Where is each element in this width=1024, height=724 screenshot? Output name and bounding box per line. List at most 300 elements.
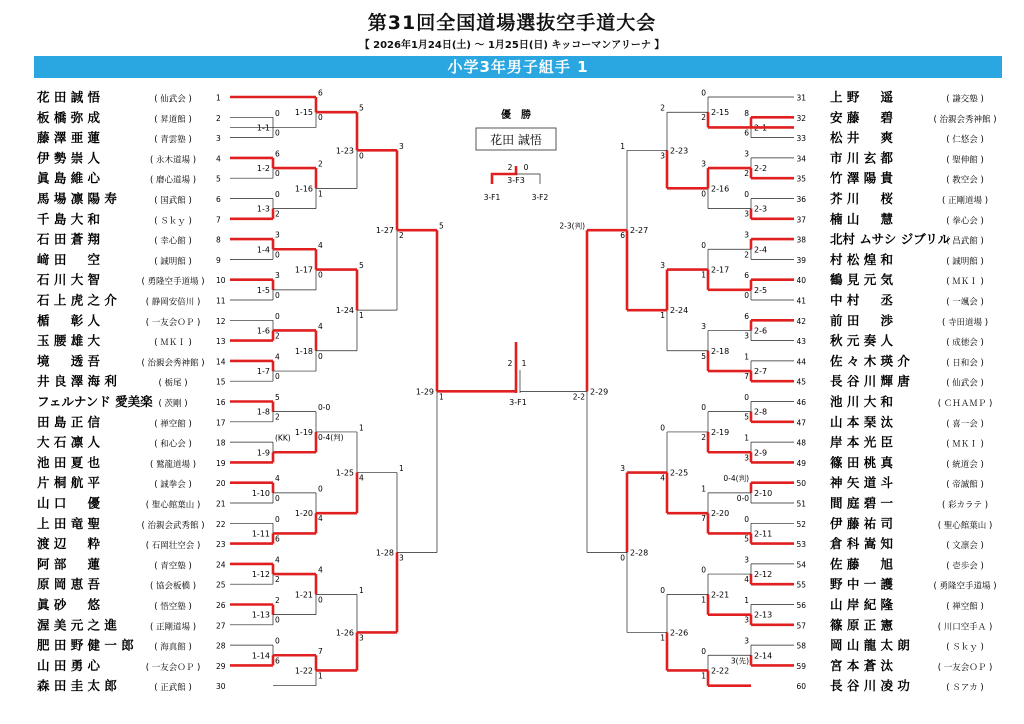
match-score: 0-4(判) — [318, 432, 344, 442]
player-club: ( 聖心館葉山 ) — [937, 520, 993, 531]
match-score: 4 — [318, 321, 323, 331]
match-score: 1 — [318, 671, 323, 681]
match-score: 3 — [399, 141, 404, 151]
winner-name: 花田 誠悟 — [490, 133, 542, 147]
player-name: 神 矢 道 斗 — [830, 475, 894, 491]
match-label: 2-9 — [754, 448, 768, 458]
match-score: 0 — [275, 636, 280, 646]
match-score: 6 — [620, 231, 625, 241]
match-label: 1-25 — [335, 468, 354, 478]
player-club: ( Ｓｋｙ ) — [154, 216, 192, 227]
match-score: 0-0 — [318, 403, 331, 413]
match-label: 1-1 — [256, 123, 270, 133]
match-score: 3 — [359, 633, 364, 643]
player-name: 井 良 澤 海 利 — [37, 373, 117, 389]
match-label: 1-23 — [335, 146, 354, 156]
match-score: 6 — [275, 656, 280, 666]
player-name: 楯 彰 人 — [37, 312, 101, 328]
match-score: 6 — [744, 128, 749, 138]
player-club: ( 永木道場 ) — [149, 155, 197, 166]
player-number: 48 — [796, 438, 806, 448]
match-label: 1-9 — [256, 448, 270, 458]
match-score: 3 — [275, 230, 280, 240]
match-score: 3 — [660, 261, 665, 271]
match-score: 6 — [744, 311, 749, 321]
match-score: 0 — [744, 393, 749, 402]
third-place-label: 3-F3 — [507, 176, 525, 185]
match-score: 3(先) — [730, 656, 749, 666]
match-label: 1-13 — [251, 610, 270, 620]
player-number: 8 — [216, 235, 221, 245]
player-club: ( 幸心館 ) — [154, 236, 192, 247]
match-label: 2-25 — [670, 468, 689, 478]
player-name: 竹 澤 陽 貴 — [830, 170, 894, 186]
player-number: 58 — [796, 641, 806, 651]
match-label: 2-14 — [754, 651, 773, 661]
player-club: ( 川口空手Ａ ) — [937, 622, 993, 633]
player-name: 森 田 圭 太 郎 — [37, 678, 117, 694]
match-score: 3 — [744, 209, 749, 219]
player-name: 中 村 丞 — [830, 292, 894, 308]
player-name: 前 田 渉 — [830, 312, 894, 328]
match-label: 2-11 — [754, 529, 773, 539]
match-score: (KK) — [275, 433, 291, 443]
player-name: 宮 本 蒼 汰 — [830, 657, 894, 673]
player-club: ( 成徳会 ) — [946, 338, 984, 349]
player-name: 田 島 正 信 — [37, 414, 101, 430]
player-name: 山 田 勇 心 — [37, 657, 101, 673]
match-score: 2 — [399, 231, 404, 241]
player-number: 53 — [796, 540, 806, 550]
match-score: 0 — [275, 128, 280, 138]
match-score: 2 — [660, 103, 665, 113]
match-score: 0-4(判) — [723, 474, 749, 484]
player-number: 31 — [796, 93, 806, 103]
player-name: 花 田 誠 悟 — [37, 89, 101, 105]
match-score: 5 — [744, 534, 749, 544]
division-banner: 小学3年男子組手 1 — [34, 56, 1002, 78]
match-label: 2-10 — [754, 488, 773, 498]
match-score: 0 — [744, 514, 749, 524]
player-number: 52 — [796, 519, 806, 529]
player-name: 石 田 蒼 翔 — [37, 231, 101, 247]
player-name: 山 口 優 — [37, 495, 101, 511]
player-club: ( 海真館 ) — [154, 642, 192, 653]
match-score: 2 — [275, 331, 280, 341]
player-name: 眞 砂 悠 — [37, 597, 101, 612]
player-number: 2 — [216, 113, 221, 123]
third-place-feed: 3-F1 — [483, 193, 501, 202]
match-score: 0 — [318, 270, 323, 280]
player-number: 36 — [796, 195, 806, 204]
match-label: 1-28 — [375, 548, 394, 558]
match-score: 0 — [660, 423, 665, 433]
player-club: ( 治親会武秀館 ) — [141, 520, 205, 531]
match-score: 4 — [359, 473, 364, 483]
match-score: 5 — [439, 221, 444, 231]
player-club: ( 青空塾 ) — [154, 561, 192, 572]
player-club: ( 仙武会 ) — [946, 378, 984, 389]
match-score: 1 — [359, 423, 364, 433]
final-match-label: 3-F1 — [509, 398, 527, 407]
player-club: ( 石岡壮空会 ) — [145, 541, 201, 552]
match-score: 7 — [701, 514, 706, 524]
player-number: 24 — [216, 560, 226, 570]
match-score: 5 — [275, 393, 280, 402]
player-name: 村 松 煌 和 — [830, 251, 894, 267]
match-score: 4 — [744, 575, 749, 585]
player-club: ( ＣＨＡＭＰ ) — [937, 399, 993, 409]
player-number: 38 — [796, 235, 806, 245]
match-score: 0 — [701, 240, 706, 250]
match-label: 1-21 — [294, 590, 313, 600]
player-name: 板 橋 弥 成 — [37, 109, 101, 125]
match-label: 2-8 — [754, 407, 768, 417]
player-number: 28 — [216, 641, 226, 651]
player-club: ( 悟空塾 ) — [154, 602, 192, 612]
player-club: ( 昌武館 ) — [946, 236, 984, 247]
player-number: 45 — [796, 377, 806, 387]
match-score: 0 — [275, 493, 280, 503]
match-score: 4 — [660, 473, 665, 483]
match-score: 1 — [744, 433, 749, 443]
player-name: 渡 辺 粋 — [37, 536, 101, 552]
match-score: 0 — [275, 290, 280, 300]
player-club: ( 誠明館 ) — [154, 256, 192, 267]
player-name: 岡 山 龍 太 朗 — [830, 637, 910, 653]
match-label: 2-24 — [670, 306, 689, 316]
match-label: 2-26 — [670, 628, 689, 638]
player-name: 安 藤 碧 — [830, 109, 894, 125]
player-club: ( 昇道館 ) — [154, 114, 192, 125]
match-score: 1 — [399, 464, 404, 474]
player-club: ( 治親会秀神館 ) — [933, 114, 997, 125]
player-number: 35 — [796, 174, 806, 184]
player-name: 玉 腰 雄 大 — [37, 333, 101, 349]
player-name: 池 田 夏 也 — [37, 454, 101, 470]
match-score: 0 — [701, 646, 706, 656]
player-number: 23 — [216, 540, 226, 550]
player-name: 﨑 田 空 — [37, 251, 101, 267]
match-score: 6 — [318, 88, 323, 98]
player-club: ( 文凛会 ) — [946, 541, 984, 552]
player-name: 藤 澤 亜 蓮 — [37, 130, 101, 146]
match-score: 0 — [701, 88, 706, 98]
match-score: 1 — [660, 633, 665, 643]
match-score: 1 — [660, 311, 665, 321]
match-score: 2 — [744, 169, 749, 179]
match-label: 1-5 — [256, 285, 270, 295]
match-score: 5 — [359, 261, 364, 271]
match-score: 1 — [701, 595, 706, 605]
player-name: 市 川 玄 都 — [830, 150, 894, 166]
player-name: 阿 部 蓮 — [37, 556, 101, 572]
player-club: ( 誠明館 ) — [946, 256, 984, 267]
player-club: ( 正剛道場 ) — [941, 196, 989, 206]
player-number: 34 — [796, 154, 806, 164]
match-label: 2-12 — [754, 570, 773, 580]
event-subtitle: 【 2026年1月24日(土) ～ 1月25日(日) キッコーマンアリーナ 】 — [359, 40, 665, 51]
match-score: 2 — [744, 250, 749, 260]
player-club: ( ＭＫＩ ) — [946, 439, 984, 450]
player-club: ( 和心会 ) — [154, 439, 192, 450]
player-club: ( 仁悠会 ) — [946, 135, 984, 146]
match-label: 2-13 — [754, 610, 773, 620]
player-club: ( 統道会 ) — [946, 459, 984, 470]
match-score: 0 — [620, 553, 625, 563]
match-label: 2-17 — [711, 265, 730, 275]
player-name: 秋 元 奏 人 — [830, 333, 894, 349]
match-score: 2 — [701, 113, 706, 123]
match-score: 2 — [275, 412, 280, 422]
match-label: 1-27 — [375, 226, 394, 236]
match-score: 4 — [275, 555, 280, 565]
player-number: 43 — [796, 337, 806, 347]
player-number: 26 — [216, 601, 226, 610]
third-place-score: 0 — [523, 163, 529, 172]
player-name: 松 井 爽 — [830, 130, 894, 146]
match-label: 2-16 — [711, 184, 730, 194]
match-label: 1-10 — [251, 488, 270, 498]
player-club: ( 磨心道場 ) — [149, 175, 197, 186]
player-number: 46 — [796, 398, 806, 407]
player-number: 1 — [216, 93, 221, 103]
match-score: 2 — [318, 159, 323, 169]
player-number: 18 — [216, 438, 226, 448]
player-name: 上 田 竜 聖 — [37, 515, 101, 531]
match-score: 0 — [359, 151, 364, 161]
match-label: 2-21 — [711, 590, 730, 600]
match-label: 2-22 — [711, 666, 730, 676]
match-score: 0 — [275, 190, 280, 199]
player-number: 41 — [796, 296, 806, 306]
match-score: 1 — [701, 484, 706, 494]
match-score: 2 — [275, 209, 280, 219]
player-number: 44 — [796, 357, 806, 367]
match-label: 1-15 — [294, 108, 313, 118]
player-club: ( 青雲塾 ) — [154, 135, 192, 146]
match-score: 4 — [318, 514, 323, 524]
match-score: 0 — [275, 372, 280, 382]
player-club: ( 彩カラテ ) — [941, 500, 989, 511]
player-name: 岸 本 光 臣 — [830, 434, 894, 450]
match-label: 2-4 — [754, 245, 768, 255]
player-club: ( 仙武会 ) — [154, 94, 192, 105]
player-number: 25 — [216, 580, 226, 590]
player-number: 3 — [216, 134, 221, 144]
match-label: 1-14 — [251, 651, 270, 661]
match-score: 0 — [275, 108, 280, 118]
match-score: 3 — [744, 331, 749, 341]
player-number: 16 — [216, 398, 226, 407]
match-score: 0 — [275, 514, 280, 524]
match-score: 1 — [744, 596, 749, 605]
final-score: 2 — [507, 359, 513, 368]
player-name: 上 野 遥 — [830, 89, 894, 105]
player-number: 11 — [216, 296, 226, 306]
match-label: 2-28 — [630, 548, 649, 558]
match-score: 0 — [701, 565, 706, 575]
match-label: 1-8 — [256, 407, 270, 417]
match-label: 2-7 — [754, 367, 768, 377]
winner-label: 優 勝 — [501, 110, 531, 121]
player-number: 9 — [216, 255, 221, 265]
player-club: ( 一友会ＯＰ ) — [145, 662, 201, 673]
player-name: 馬 場 凛 陽 寿 — [37, 191, 117, 206]
match-label: 1-11 — [251, 529, 270, 539]
player-club: ( ＭＫＩ ) — [946, 277, 984, 288]
player-number: 60 — [796, 682, 806, 692]
match-score: 5 — [701, 351, 706, 361]
match-label: 2-15 — [711, 108, 730, 118]
player-club: ( 聖伸館 ) — [946, 155, 984, 166]
player-number: 49 — [796, 458, 806, 468]
match-score: 3 — [744, 453, 749, 463]
match-label: 2-27 — [630, 226, 649, 236]
player-club: ( 治親会秀神館 ) — [141, 358, 205, 369]
match-score: 1 — [359, 311, 364, 321]
player-club: ( 喜一会 ) — [946, 419, 984, 430]
player-number: 29 — [216, 661, 226, 671]
match-label: 1-3 — [256, 204, 270, 214]
match-label: 1-19 — [294, 427, 313, 437]
player-name: 肥 田 野 健 一 郎 — [37, 637, 134, 653]
match-score: 3 — [744, 636, 749, 646]
third-place-feed: 3-F2 — [531, 193, 549, 202]
match-score: 1 — [620, 141, 625, 151]
player-name: 倉 科 嵩 知 — [830, 536, 894, 552]
match-label: 1-6 — [256, 326, 270, 336]
match-score: 2 — [701, 432, 706, 442]
match-score: 6 — [744, 271, 749, 281]
match-score: 7 — [318, 646, 323, 656]
player-club: ( 一颯会 ) — [946, 297, 984, 308]
player-name: 伊 勢 崇 人 — [37, 150, 101, 166]
match-score: 7 — [744, 372, 749, 382]
match-label: 1-24 — [335, 306, 354, 316]
match-score: 3 — [701, 321, 706, 331]
match-score: 0 — [275, 169, 280, 179]
match-score: 0 — [275, 311, 280, 321]
player-number: 54 — [796, 560, 806, 570]
match-label: 1-26 — [335, 628, 354, 638]
player-name: 楠 山 慧 — [830, 211, 894, 227]
match-score: 0 — [318, 484, 323, 494]
match-label: 1-18 — [294, 346, 313, 356]
match-label: 2-5 — [754, 285, 768, 295]
third-place-score: 2 — [507, 163, 513, 172]
player-name: 渥 美 元 之 進 — [37, 617, 117, 633]
player-club: ( 鷲龍道場 ) — [149, 459, 197, 470]
player-name: 間 庭 碧 一 — [830, 495, 894, 511]
match-label: 2-3 — [754, 204, 768, 214]
match-score: 3 — [275, 271, 280, 281]
match-label: 1-7 — [256, 367, 270, 377]
player-club: ( 誠拳会 ) — [154, 480, 192, 491]
match-score: 3 — [744, 230, 749, 240]
match-label: 1-17 — [294, 265, 313, 275]
player-number: 50 — [796, 479, 806, 489]
player-number: 47 — [796, 418, 806, 428]
player-number: 22 — [216, 519, 226, 529]
player-club: ( 帝誠館 ) — [946, 480, 984, 491]
player-name: 千 島 大 和 — [37, 211, 101, 227]
player-club: ( 正武館 ) — [154, 683, 192, 694]
match-label: 1-20 — [294, 509, 313, 519]
match-score: 3 — [744, 149, 749, 159]
match-score: 3 — [660, 151, 665, 161]
player-number: 37 — [796, 215, 806, 225]
match-score: 0 — [275, 250, 280, 260]
player-name: 大 石 凛 人 — [37, 434, 101, 450]
player-number: 57 — [796, 621, 806, 631]
match-score: 3 — [399, 553, 404, 563]
match-score: 4 — [318, 565, 323, 575]
player-number: 5 — [216, 174, 221, 184]
match-score: 0 — [744, 290, 749, 300]
player-club: ( Ｓアカ ) — [946, 683, 984, 694]
match-label: 1-16 — [294, 184, 313, 194]
player-club: ( 壱歩会 ) — [946, 561, 984, 572]
player-number: 51 — [796, 499, 806, 509]
player-club: ( 協会板橋 ) — [149, 581, 197, 592]
match-score: 0 — [744, 190, 749, 199]
player-name: 山 本 琹 汰 — [830, 414, 894, 430]
match-label: 2-6 — [754, 326, 768, 336]
player-number: 59 — [796, 661, 806, 671]
match-score: 0 — [660, 585, 665, 595]
player-number: 13 — [216, 337, 226, 347]
player-name: 佐 藤 旭 — [830, 556, 894, 572]
player-club: ( ＭＫＩ ) — [154, 338, 192, 349]
player-number: 56 — [796, 601, 806, 610]
player-name: 篠 原 正 憲 — [830, 617, 894, 633]
match-score: 2 — [275, 596, 280, 605]
match-score: 0 — [318, 595, 323, 605]
player-club: ( 謙交塾 ) — [946, 94, 984, 105]
player-club: ( 一友会ＯＰ ) — [937, 662, 993, 673]
player-club: ( 栃尾 ) — [158, 378, 188, 389]
match-score: 3 — [744, 615, 749, 625]
match-score: 6 — [275, 534, 280, 544]
player-number: 32 — [796, 113, 806, 123]
player-club: ( 寺田道場 ) — [941, 317, 989, 328]
player-number: 42 — [796, 316, 806, 326]
player-club: ( 教空会 ) — [946, 175, 984, 186]
match-label: 1-2 — [256, 164, 270, 174]
player-club: ( 聖心館葉山 ) — [145, 500, 201, 511]
player-club: ( 一友会ＯＰ ) — [145, 317, 201, 328]
match-label: 2-29 — [590, 387, 609, 397]
match-label: 2-2 — [754, 164, 768, 174]
player-number: 20 — [216, 479, 226, 489]
player-name: 境 透 吾 — [37, 353, 101, 369]
match-score: 0 — [318, 351, 323, 361]
player-club: ( 茨剛 ) — [158, 399, 188, 409]
player-number: 55 — [796, 580, 806, 590]
player-name: 佐 々 木 瑛 介 — [830, 353, 910, 369]
player-club: ( 正剛道場 ) — [149, 622, 197, 633]
player-number: 12 — [216, 316, 226, 326]
player-name: 片 桐 航 平 — [37, 475, 101, 491]
match-score: 5 — [359, 103, 364, 113]
match-score: 1 — [744, 352, 749, 362]
player-name: フェルナンド 愛美楽 — [37, 394, 153, 409]
match-label: 1-4 — [256, 245, 270, 255]
player-number: 27 — [216, 621, 226, 631]
match-score: 2-3(判) — [559, 221, 585, 231]
player-club: ( 勇隆空手道場 ) — [141, 277, 205, 288]
